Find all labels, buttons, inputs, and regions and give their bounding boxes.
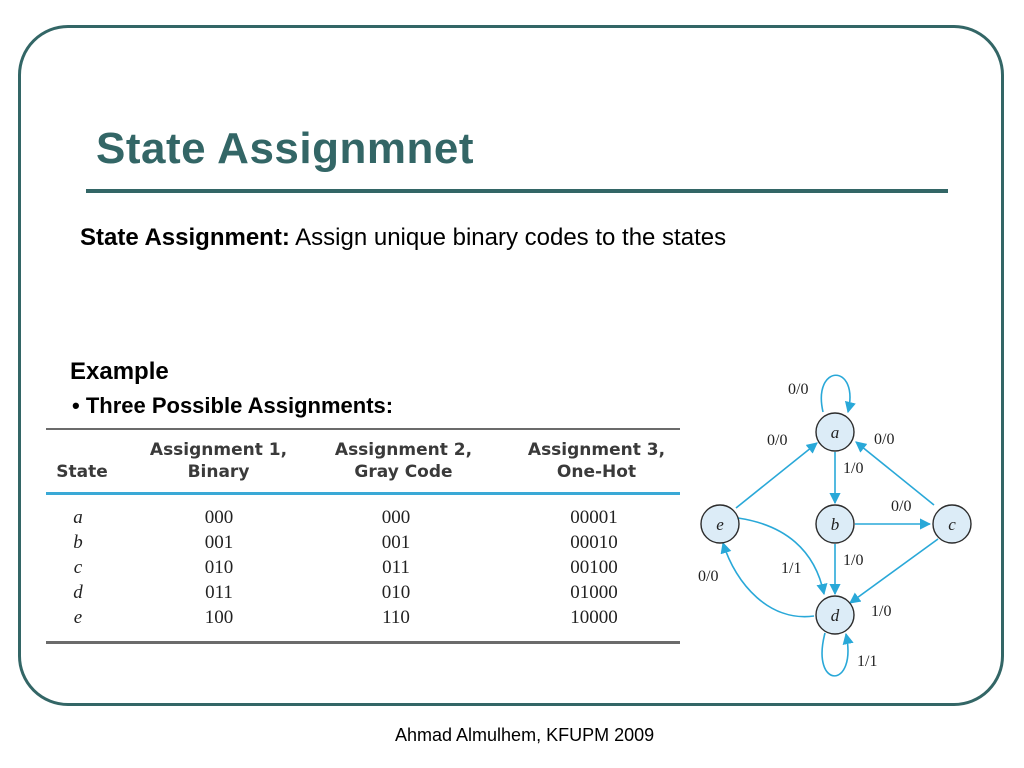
- cell-binary: 010: [204, 557, 234, 578]
- state-node-d: [816, 596, 854, 634]
- assignment-table: [46, 425, 680, 647]
- cell-onehot: 00010: [570, 532, 618, 553]
- example-heading: Example: [70, 358, 169, 385]
- header-line: Gray Code: [354, 462, 453, 482]
- cell-state: e: [73, 607, 83, 628]
- cell-onehot: 01000: [570, 582, 618, 603]
- table-header-rule: [46, 492, 680, 495]
- header-line: Assignment 1,: [149, 440, 288, 460]
- state-node-e: [701, 505, 739, 543]
- cell-gray: 110: [382, 607, 410, 628]
- edge-c-to-d: [850, 539, 938, 603]
- edge-e-to-d: [738, 518, 824, 594]
- cell-onehot: 00001: [570, 507, 618, 528]
- definition-text: Assign unique binary codes to the states: [289, 224, 727, 251]
- node-label: c: [948, 515, 956, 534]
- definition-line: [80, 224, 726, 252]
- node-label: d: [830, 606, 840, 625]
- header-assignment-3: [514, 439, 679, 483]
- label-e-to-d: 1/1: [781, 560, 802, 577]
- header-state: State: [56, 462, 108, 482]
- header-line: One-Hot: [556, 462, 637, 482]
- state-node-a: [816, 413, 854, 451]
- edge-e-to-a: [736, 443, 817, 508]
- cell-onehot: 00100: [570, 557, 618, 578]
- state-node-b: [816, 505, 854, 543]
- slide-footer: Ahmad Almulhem, KFUPM 2009: [395, 725, 655, 745]
- header-line: Assignment 3,: [527, 440, 666, 460]
- edge-d-self: [822, 633, 848, 676]
- node-label: e: [716, 515, 724, 534]
- cell-state: c: [73, 557, 83, 578]
- cell-state: d: [73, 582, 83, 603]
- cell-binary: 011: [205, 582, 233, 603]
- node-label: a: [830, 423, 840, 442]
- edge-d-to-e: [723, 543, 814, 617]
- state-node-c: [933, 505, 971, 543]
- label-a-to-b: 1/0: [843, 460, 864, 477]
- label-d-self: 1/1: [857, 653, 878, 670]
- node-label: b: [830, 515, 840, 534]
- cell-onehot: 10000: [570, 607, 618, 628]
- label-e-to-a: 0/0: [767, 432, 788, 449]
- header-assignment-2: [321, 439, 486, 483]
- cell-binary: 100: [204, 607, 234, 628]
- label-b-to-d: 1/0: [843, 552, 864, 569]
- cell-gray: 011: [382, 557, 410, 578]
- cell-state: b: [73, 532, 83, 553]
- slide-title: State Assignmnet: [96, 124, 475, 173]
- state-diagram: [690, 360, 990, 700]
- edge-a-self: [821, 375, 850, 412]
- label-c-to-a: 0/0: [874, 431, 895, 448]
- cell-binary: 001: [204, 532, 234, 553]
- cell-gray: 000: [381, 507, 411, 528]
- title-underline: [86, 189, 948, 193]
- assignments-bullet: • Three Possible Assignments:: [72, 393, 394, 418]
- header-assignment-1: [136, 439, 301, 483]
- label-b-to-c: 0/0: [891, 498, 912, 515]
- table-bottom-rule: [46, 641, 680, 644]
- edge-c-to-a: [856, 442, 934, 505]
- cell-gray: 001: [381, 532, 411, 553]
- cell-gray: 010: [381, 582, 411, 603]
- header-line: Assignment 2,: [334, 440, 473, 460]
- label-c-to-d: 1/0: [871, 603, 892, 620]
- cell-state: a: [73, 507, 83, 528]
- table-top-rule: [46, 428, 680, 430]
- label-a-self: 0/0: [788, 381, 809, 398]
- label-d-to-e: 0/0: [698, 568, 719, 585]
- definition-term: State Assignment:: [80, 224, 290, 251]
- cell-binary: 000: [204, 507, 234, 528]
- header-line: Binary: [187, 462, 250, 482]
